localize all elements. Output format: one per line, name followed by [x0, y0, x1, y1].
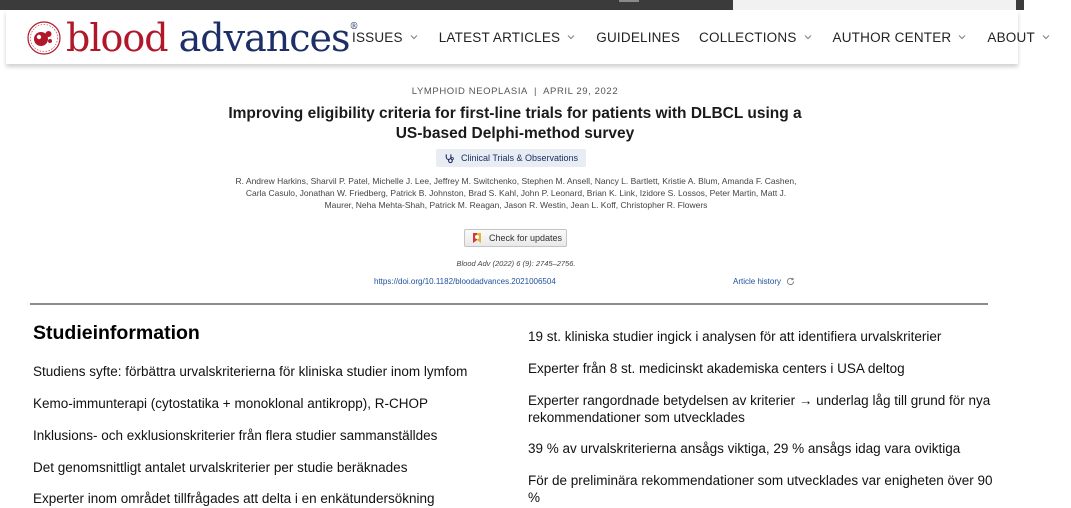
study-info-item: Inklusions- och exklusionskriterier från flera studier sammanställdes [33, 428, 438, 443]
study-info-heading: Studieinformation [33, 322, 200, 344]
study-info-item: 19 st. kliniska studier ingick i analysen för att identifiera urvalskriterier [528, 329, 942, 344]
article-date: APRIL 29, 2022 [543, 86, 619, 97]
nav-item-label: GUIDELINES [596, 29, 681, 45]
article-history-label: Article history [733, 277, 782, 286]
author-list[interactable]: R. Andrew Harkins, Sharvil P. Patel, Michelle J. Lee, Jeffrey M. Switchenko, Stephen M. Ansell, Nancy L. Bartlett, Kristie A. Blum, Amanda F. Cashen, Carla Casulo, Jonathan W. Friedberg, Patrick B. Johnston, Brad S. Kahl, John P. Leonard, Brian K. Link, Izidore S. Lossos, Peter Martin, Matt J. Maurer, Neha Mehta-Shah, Patrick M. Reagan, Jason R. Westin, Jean L. Koff, Christopher R. Flowers [235, 176, 797, 211]
article-history-link[interactable] [733, 277, 795, 286]
topic-tag[interactable] [436, 149, 586, 167]
nav-item-label: ISSUES [352, 29, 403, 45]
study-info-item: 39 % av urvalskriterierna ansågs viktiga, 29 % ansågs idag vara oviktiga [528, 441, 961, 456]
nav-item-collections[interactable] [699, 30, 813, 45]
study-info-item: Studiens syfte: förbättra urvalskriterierna för kliniska studier inom lymfom [33, 364, 468, 379]
nav-item-about[interactable] [987, 30, 1052, 45]
study-info-item: Experter rangordnade betydelsen av kriterier → underlag låg till grund för nya rekommendationer som utvecklades [528, 393, 991, 425]
top-bar-panel [733, 0, 1016, 10]
main-nav [352, 10, 1071, 64]
citation: Blood Adv (2022) 6 (9): 2745–2756. [456, 259, 576, 268]
site-logo[interactable] [26, 16, 358, 60]
study-info-item: Det genomsnittligt antalet urvalskriterier per studie beräknades [33, 460, 408, 475]
study-info-item: Experter från 8 st. medicinskt akademiska centers i USA deltog [528, 361, 905, 376]
blood-logo-icon [26, 20, 62, 56]
nav-item-issues[interactable] [352, 30, 420, 45]
chevron-down-icon [956, 31, 968, 43]
article-category[interactable]: LYMPHOID NEOPLASIA [411, 86, 528, 97]
menu-icon[interactable] [619, 0, 639, 3]
nav-item-latest-articles[interactable] [439, 30, 578, 45]
study-info-item: För de preliminära rekommendationer som utvecklades var enigheten över 90 % [528, 473, 993, 505]
nav-item-author-center[interactable] [833, 30, 969, 45]
article-title: Improving eligibility criteria for first-line trials for patients with DLBCL using a US-based Delphi-method survey [228, 105, 802, 142]
crossmark-icon [471, 232, 483, 244]
chevron-down-icon [1040, 31, 1052, 43]
nav-item-label: AUTHOR CENTER [832, 29, 952, 45]
study-info-item: Experter inom området tillfrågades att delta i en enkätundersökning [33, 491, 435, 506]
chevron-down-icon [408, 31, 420, 43]
doi-link[interactable]: https://doi.org/10.1182/bloodadvances.2021006504 [374, 277, 556, 286]
chevron-down-icon [565, 31, 577, 43]
history-icon [786, 277, 795, 286]
site-header [6, 10, 1035, 64]
nav-item-guidelines[interactable] [596, 30, 680, 45]
nav-item-label: ABOUT [987, 29, 1035, 45]
nav-item-label: LATEST ARTICLES [438, 29, 561, 45]
content-divider [30, 303, 988, 305]
article-meta [0, 86, 1030, 97]
meta-separator: | [534, 86, 538, 97]
stethoscope-icon [444, 153, 455, 164]
chevron-down-icon [802, 31, 814, 43]
logo-wordmark: blood advances® [66, 16, 358, 60]
study-info-item: Kemo-immunterapi (cytostatika + monoklonal antikropp), R-CHOP [33, 396, 429, 411]
check-for-updates-label: Check for updates [489, 233, 563, 243]
topic-tag-label: Clinical Trials & Observations [461, 153, 579, 163]
nav-item-label: COLLECTIONS [699, 29, 797, 45]
check-for-updates-button[interactable] [464, 229, 567, 247]
